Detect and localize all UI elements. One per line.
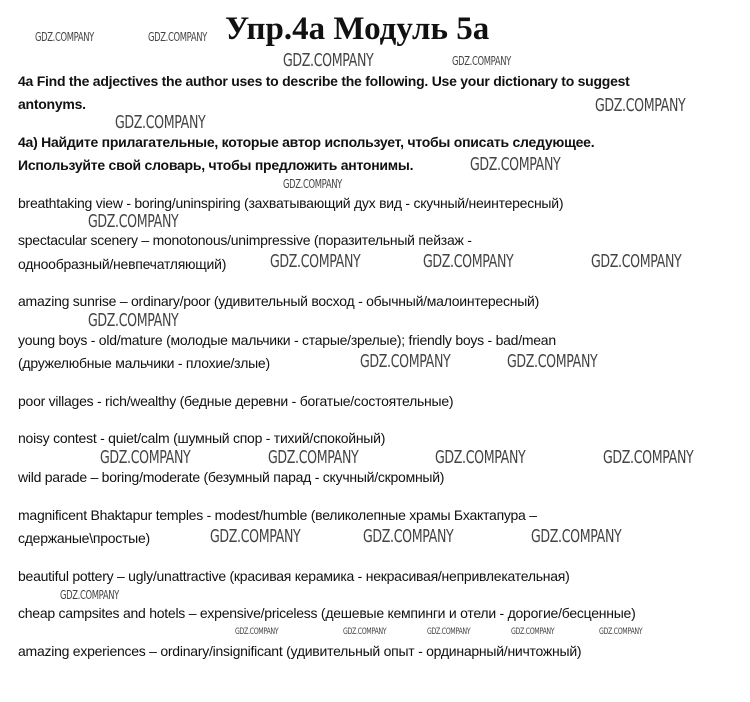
watermark: GDZ.COMPANY	[599, 627, 643, 637]
answer-line: poor villages - rich/wealthy (бедные деревни - богатые/состоятельные)	[18, 393, 454, 409]
watermark: GDZ.COMPANY	[603, 447, 694, 468]
watermark: GDZ.COMPANY	[595, 95, 686, 116]
watermark: GDZ.COMPANY	[470, 154, 561, 175]
answer-line: cheap campsites and hotels – expensive/priceless (дешевые кемпинги и отели - дорогие/бесценные)	[18, 605, 636, 621]
watermark: GDZ.COMPANY	[270, 251, 361, 272]
watermark: GDZ.COMPANY	[88, 310, 179, 331]
watermark: GDZ.COMPANY	[115, 112, 206, 133]
answer-line: breathtaking view - boring/uninspiring (захватывающий дух вид - скучный/неинтересный)	[18, 195, 564, 211]
answer-line: amazing sunrise – ordinary/poor (удивительный восход - обычный/малоинтересный)	[18, 293, 539, 309]
watermark: GDZ.COMPANY	[283, 50, 374, 71]
watermark: GDZ.COMPANY	[343, 627, 387, 637]
watermark: GDZ.COMPANY	[268, 447, 359, 468]
watermark: GDZ.COMPANY	[100, 447, 191, 468]
page-title: Упр.4а Модуль 5а	[225, 11, 490, 47]
watermark: GDZ.COMPANY	[507, 351, 598, 372]
task-ru-line-2: Используйте свой словарь, чтобы предложить антонимы.	[18, 157, 414, 173]
watermark: GDZ.COMPANY	[60, 588, 119, 602]
watermark: GDZ.COMPANY	[452, 54, 511, 68]
task-en-line-1: 4a Find the adjectives the author uses to describe the following. Use your dictionary to suggest	[18, 73, 630, 89]
watermark: GDZ.COMPANY	[427, 627, 471, 637]
watermark: GDZ.COMPANY	[531, 526, 622, 547]
watermark: GDZ.COMPANY	[235, 627, 279, 637]
watermark: GDZ.COMPANY	[435, 447, 526, 468]
watermark: GDZ.COMPANY	[210, 526, 301, 547]
answer-line: amazing experiences – ordinary/insignificant (удивительный опыт - ординарный/ничтожный)	[18, 643, 582, 659]
answer-line: spectacular scenery – monotonous/unimpressive (поразительный пейзаж -	[18, 232, 472, 248]
watermark: GDZ.COMPANY	[511, 627, 555, 637]
answer-line: (дружелюбные мальчики - плохие/злые)	[18, 355, 270, 371]
watermark: GDZ.COMPANY	[88, 211, 179, 232]
watermark: GDZ.COMPANY	[423, 251, 514, 272]
answer-line: noisy contest - quiet/calm (шумный спор - тихий/спокойный)	[18, 430, 386, 446]
answer-line: сдержаные\простые)	[18, 530, 150, 546]
task-en-line-2: antonyms.	[18, 96, 86, 112]
answer-line: beautiful pottery – ugly/unattractive (красивая керамика - некрасивая/непривлекательная)	[18, 568, 570, 584]
answer-line: однообразный/невпечатляющий)	[18, 256, 227, 272]
task-ru-line-1: 4a) Найдите прилагательные, которые автор использует, чтобы описать следующее.	[18, 134, 595, 150]
answer-line: wild parade – boring/moderate (безумный парад - скучный/скромный)	[18, 469, 445, 485]
watermark: GDZ.COMPANY	[283, 177, 342, 191]
watermark: GDZ.COMPANY	[363, 526, 454, 547]
watermark: GDZ.COMPANY	[35, 30, 94, 44]
answer-line: young boys - old/mature (молодые мальчики - старые/зрелые); friendly boys - bad/mean	[18, 332, 556, 348]
watermark: GDZ.COMPANY	[591, 251, 682, 272]
watermark: GDZ.COMPANY	[148, 30, 207, 44]
watermark: GDZ.COMPANY	[360, 351, 451, 372]
answer-line: magnificent Bhaktapur temples - modest/humble (великолепные храмы Бхактапура –	[18, 507, 537, 523]
